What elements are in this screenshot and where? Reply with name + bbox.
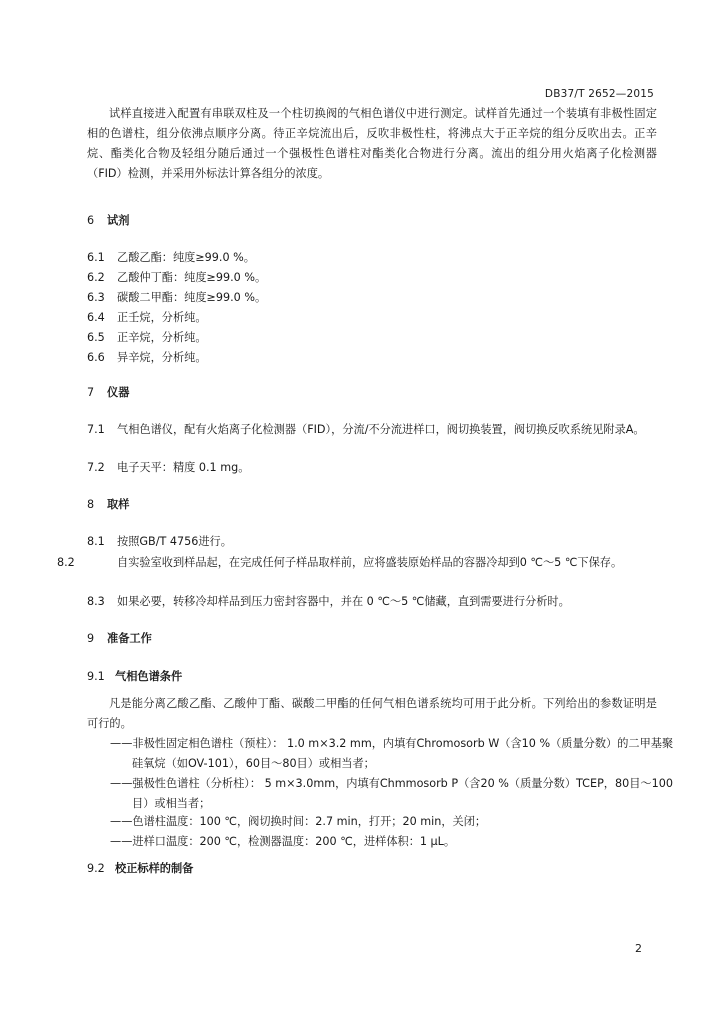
- subsection-number: 9.1: [87, 670, 105, 683]
- section-number: 7: [87, 386, 95, 399]
- list-item: [87, 308, 657, 328]
- section-9-heading: [87, 630, 152, 646]
- item-number: 6.4: [87, 311, 105, 324]
- list-item: [87, 248, 657, 268]
- section-number: 9: [87, 632, 95, 645]
- list-item: [87, 420, 657, 440]
- section-title: 准备工作: [107, 632, 152, 645]
- list-item: [87, 532, 657, 552]
- section-title: 仪器: [107, 386, 130, 399]
- section-number: 8: [87, 498, 95, 511]
- subsection-9-2-heading: [87, 860, 193, 876]
- list-item: [57, 553, 657, 573]
- chromatography-conditions-intro: 凡是能分离乙酸乙酯、乙酸仲丁酯、碳酸二甲酯的任何气相色谱系统均可用于此分析。下列给出的参数证明是可行的。: [87, 697, 657, 730]
- subsection-number: 9.2: [87, 862, 105, 875]
- item-number: 8.1: [87, 535, 105, 548]
- item-text: 气相色谱仪，配有火焰离子化检测器（FID），分流/不分流进样口，阀切换装置，阀切换反吹系统见附录A。: [117, 423, 645, 436]
- item-number: 6.2: [87, 271, 105, 284]
- item-text: 碳酸二甲酯：纯度≥99.0 %。: [117, 291, 267, 304]
- item-number: 8.2: [57, 556, 75, 569]
- section-title: 试剂: [107, 214, 130, 227]
- item-text: 正壬烷，分析纯。: [117, 311, 207, 324]
- list-item: [87, 288, 657, 308]
- list-item: [87, 328, 657, 348]
- section-7-heading: [87, 384, 129, 400]
- item-number: 7.1: [87, 423, 105, 436]
- item-number: 8.3: [87, 595, 105, 608]
- item-text: 乙酸乙酯：纯度≥99.0 %。: [117, 251, 255, 264]
- item-number: 6.6: [87, 351, 105, 364]
- item-number: 6.1: [87, 251, 105, 264]
- list-item: [87, 268, 657, 288]
- item-text: 如果必要，转移冷却样品到压力密封容器中，并在 0 ℃～5 ℃储藏，直到需要进行分析时。: [117, 595, 570, 608]
- item-text: 正辛烷，分析纯。: [117, 331, 207, 344]
- condition-item: ——色谱柱温度：100 ℃，阀切换时间：2.7 min，打开；20 min，关闭；: [110, 815, 487, 828]
- subsection-title: 校正标样的制备: [115, 862, 194, 875]
- item-text: 异辛烷，分析纯。: [117, 351, 207, 364]
- item-text: 乙酸仲丁酯：纯度≥99.0 %。: [117, 271, 267, 284]
- section-number: 6: [87, 214, 95, 227]
- standard-code: DB37/T 2652—2015: [544, 88, 654, 100]
- condition-item: ——进样口温度：200 ℃，检测器温度：200 ℃，进样体积：1 μL。: [110, 835, 456, 848]
- item-text: 电子天平：精度 0.1 mg。: [117, 461, 250, 474]
- item-number: 6.3: [87, 291, 105, 304]
- condition-item: ——非极性固定相色谱柱（预柱）： 1.0 m×3.2 mm，内填有Chromosorb W（含10 %（质量分数）的二甲基聚硅氧烷（如OV-101），60目～80目）或相当者；: [110, 737, 674, 770]
- item-text: 按照GB/T 4756进行。: [117, 535, 232, 548]
- list-item: [87, 458, 657, 478]
- section-title: 取样: [107, 498, 130, 511]
- method-principle-paragraph: 试样直接进入配置有串联双柱及一个柱切换阀的气相色谱仪中进行测定。试样首先通过一个装填有非极性固定相的色谱柱，组分依沸点顺序分离。待正辛烷流出后，反吹非极性柱，将沸点大于正辛烷的组分反吹出去。正辛烷、酯类化合物及轻组分随后通过一个强极性色谱柱对酯类化合物进行分离。流出的组分用火焰离子化检测器（FID）检测，并采用外标法计算各组分的浓度。: [87, 107, 657, 180]
- subsection-title: 气相色谱条件: [115, 670, 183, 683]
- section-6-heading: [87, 212, 129, 228]
- list-item: [87, 592, 657, 612]
- page-number: 2: [635, 942, 642, 955]
- section-8-heading: [87, 496, 129, 512]
- item-number: 7.2: [87, 461, 105, 474]
- condition-item: ——强极性色谱柱（分析柱）： 5 m×3.0mm，内填有Chmmosorb P（含20 %（质量分数）TCEP，80目～100目）或相当者；: [110, 777, 673, 810]
- item-number: 6.5: [87, 331, 105, 344]
- item-text: 自实验室收到样品起，在完成任何子样品取样前，应将盛装原始样品的容器冷却到0 ℃～5 ℃下保存。: [117, 556, 623, 569]
- list-item: [87, 348, 657, 368]
- subsection-9-1-heading: [87, 668, 182, 684]
